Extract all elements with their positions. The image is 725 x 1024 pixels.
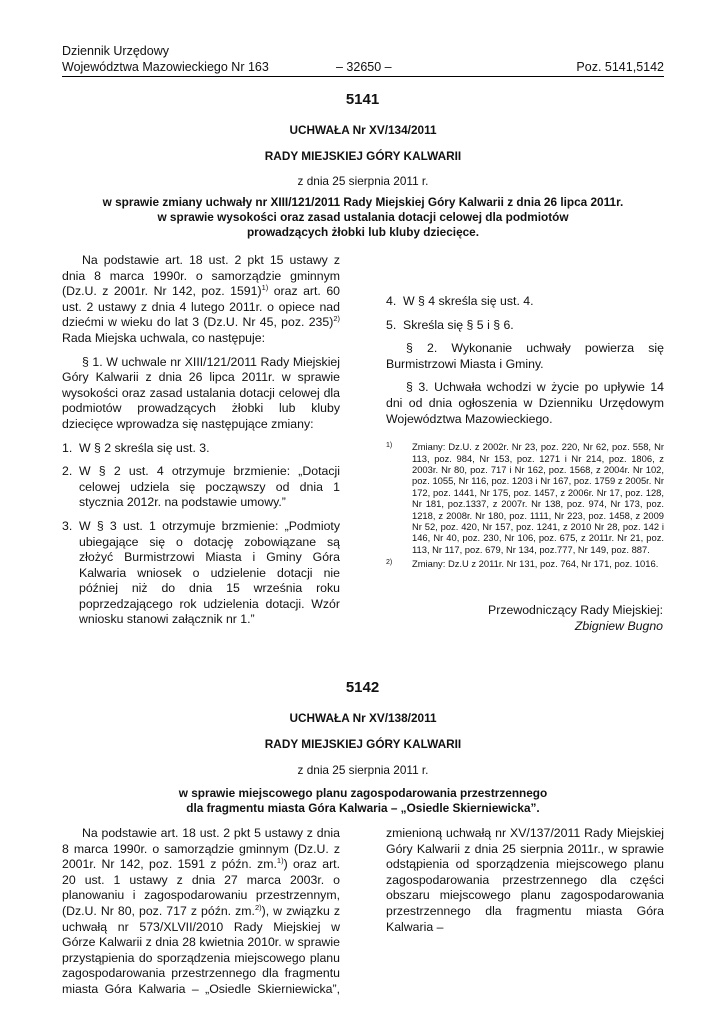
doc1-par1: § 1. W uchwale nr XIII/121/2011 Rady Miejskiej Góry Kalwarii z dnia 26 lipca 2011r. w sprawie wysokości oraz zasad ustalania dotacji celowej dla podmiotów prowadzących żłobki lub kluby dziecięce wprowadza się następujące zmiany: <box>62 354 340 431</box>
doc1-item <box>62 464 340 511</box>
journal-name: Dziennik Urzędowy <box>62 44 169 58</box>
footnote-text: Zmiany: Dz.U z 2011r. Nr 131, poz. 764, Nr 171, poz. 1016. <box>412 558 659 570</box>
doc1-par2: § 2. Wykonanie uchwały powierza się Burmistrzowi Miasta i Gminy. <box>386 341 664 371</box>
doc1-intro-text: Rada Miejska uchwala, co następuje: <box>62 330 266 345</box>
footnote-number: 2) <box>386 559 393 567</box>
running-header <box>62 59 664 75</box>
doc1-subject <box>62 195 664 240</box>
doc2-body <box>62 826 664 1013</box>
doc2-date: z dnia 25 sierpnia 2011 r. <box>297 763 429 777</box>
item-text: Skreśla się § 5 i § 6. <box>403 317 514 332</box>
doc1-par3: § 3. Uchwała wchodzi w życie po upływie 14 dni od dnia ogłoszenia w Dzienniku Urzędowym Województwa Mazowieckiego. <box>386 380 664 426</box>
journal-region: Województwa Mazowieckiego Nr 163 <box>62 60 269 74</box>
doc1-intro-text: Na podstawie art. 18 ust. 2 pkt 15 ustawy z dnia 8 marca 1990r. o samorządzie gminnym (Dz.U. z 2001r. Nr 142, poz. 1591) <box>62 253 340 299</box>
doc1-number: 5141 <box>345 91 380 108</box>
doc2-title: UCHWAŁA Nr XV/138/2011 <box>289 711 437 725</box>
doc1-item <box>386 294 664 310</box>
doc1-right-column <box>386 294 664 573</box>
doc1-item <box>386 318 664 334</box>
footnote-ref: 2) <box>254 902 262 912</box>
doc1-signature <box>488 602 663 634</box>
doc2-issuer: RADY MIEJSKIEJ GÓRY KALWARII <box>264 737 462 751</box>
item-text: W § 3 ust. 1 otrzymuje brzmienie: „Podmioty ubiegające się o dotację zobowiązane są złożyć Burmistrzowi Miasta i Gminy Góra Kalwaria wniosek o udzielenie dotacji nie później niż do dnia 15 września roku poprzedzającego rok udzielenia dotacji. Wzór wniosku stanowi załącznik nr 1.” <box>79 518 340 627</box>
header-rule <box>62 76 664 77</box>
signature-name: Zbigniew Bugno <box>574 619 663 633</box>
item-number: 2. <box>62 464 73 479</box>
doc2-number: 5142 <box>345 679 380 696</box>
doc1-intro-text: oraz art. 60 ust. 2 ustawy z dnia 4 lutego 2011r. o opiece nad dziećmi w wieku do lat 3 (Dz.U. Nr 45, poz. 235) <box>62 284 340 330</box>
doc1-issuer: RADY MIEJSKIEJ GÓRY KALWARII <box>264 149 462 163</box>
footnote <box>386 441 664 555</box>
item-text: W § 2 skreśla się ust. 3. <box>79 440 210 455</box>
doc2-subject-line: dla fragmentu miasta Góra Kalwaria – „Osiedle Skierniewicka”. <box>186 801 540 815</box>
position-ref: Poz. 5141,5142 <box>576 60 664 74</box>
doc2-subject <box>62 786 664 816</box>
signature-role: Przewodniczący Rady Miejskiej: <box>488 603 663 617</box>
footnote <box>386 558 664 569</box>
page-number: – 32650 – <box>336 60 392 74</box>
doc2-text: ) oraz art. 20 ust. 1 ustawy z dnia 27 marca 2003r. o planowaniu i zagospodarowaniu przestrzennym, (Dz.U. Nr 80, poz. 717 z późn. zm. <box>62 857 340 918</box>
item-number: 3. <box>62 518 73 533</box>
item-text: W § 4 skreśla się ust. 4. <box>403 294 534 308</box>
item-number: 1. <box>62 440 73 455</box>
doc1-date: z dnia 25 sierpnia 2011 r. <box>297 174 429 188</box>
doc2-text: ), w związku z uchwałą nr 573/XLVII/2010 Rady Miejskiej w Górze Kalwarii z dnia 28 kwietnia 2010r. w sprawie przystąpienia do sporządzenia miejscowego planu zagospodarowania przestrzennego dla fragmentu miasta Góra Kalwaria – „Osiedle Skierniewicka”, zmienioną uchwałą nr XV/137/2011 Rady Miejskiej Góry Kalwarii z dnia 25 sierpnia 2011r., w sprawie odstąpienia od sporządzenia miejscowego planu zagospodarowania przestrzennego dla części obszaru miejscowego planu zagospodarowania przestrzennego dla fragmentu miasta Góra Kalwaria – <box>62 826 664 996</box>
doc2-subject-line: w sprawie miejscowego planu zagospodarowania przestrzennego <box>178 786 548 800</box>
doc1-subject-line: w sprawie wysokości oraz zasad ustalania dotacji celowej dla podmiotów <box>157 210 569 224</box>
doc2-intro <box>62 826 664 1013</box>
footnote-number: 1) <box>386 442 393 450</box>
doc1-left-column <box>62 253 340 628</box>
item-text: W § 2 ust. 4 otrzymuje brzmienie: „Dotacji celowej udziela się począwszy od dnia 1 stycznia 2012r. na podstawie umowy.” <box>79 464 340 510</box>
item-number: 5. <box>386 317 397 332</box>
doc1-title: UCHWAŁA Nr XV/134/2011 <box>289 123 437 137</box>
footnote-ref: 1) <box>261 283 269 293</box>
doc1-item <box>62 441 340 457</box>
doc1-subject-line: w sprawie zmiany uchwały nr XIII/121/2011 Rady Miejskiej Góry Kalwarii z dnia 26 lipca 2011r. <box>102 195 624 209</box>
footnote-ref: 1) <box>276 856 284 866</box>
footnote-text: Zmiany: Dz.U. z 2002r. Nr 23, poz. 220, Nr 62, poz. 558, Nr 113, poz. 984, Nr 153, poz. 1271 i Nr 214, poz. 1806, z 2003r. Nr 80, poz. 717 i Nr 162, poz. 1568, z 2004r. Nr 102, poz. 1055, Nr 116, poz. 1203 i Nr 167, poz. 1759 z 2005r. Nr 172, poz. 1441, Nr 175, poz. 1457, z 2006r. Nr 17, poz. 128, Nr 181, poz.1337, z 2007r. Nr 138, poz. 974, Nr 173, poz. 1218, z 2008r. Nr 180, poz. 1111, Nr 223, poz. 1458, z 2009 Nr 52, poz. 420, Nr 157, poz. 1241, z 2010 Nr 28, poz. 142 i 146, Nr 40, poz. 230, Nr 106, poz. 675, z 2011r. Nr 21, poz. 113, Nr 117, poz. 679, Nr 134, poz.777, Nr 149, poz. 887. <box>412 441 664 555</box>
doc1-subject-line: prowadzących żłobki lub kluby dziecięce. <box>246 225 480 239</box>
item-number: 4. <box>386 294 397 308</box>
doc1-item <box>62 519 340 628</box>
doc2-text: Na podstawie art. 18 ust. 2 pkt 5 ustawy z dnia 8 marca 1990r. o samorządzie gminnym (Dz.U. z 2001r. Nr 142, poz. 1591 z późn. zm. <box>62 826 340 872</box>
doc1-intro <box>62 253 340 347</box>
footnote-ref: 2) <box>333 314 340 324</box>
